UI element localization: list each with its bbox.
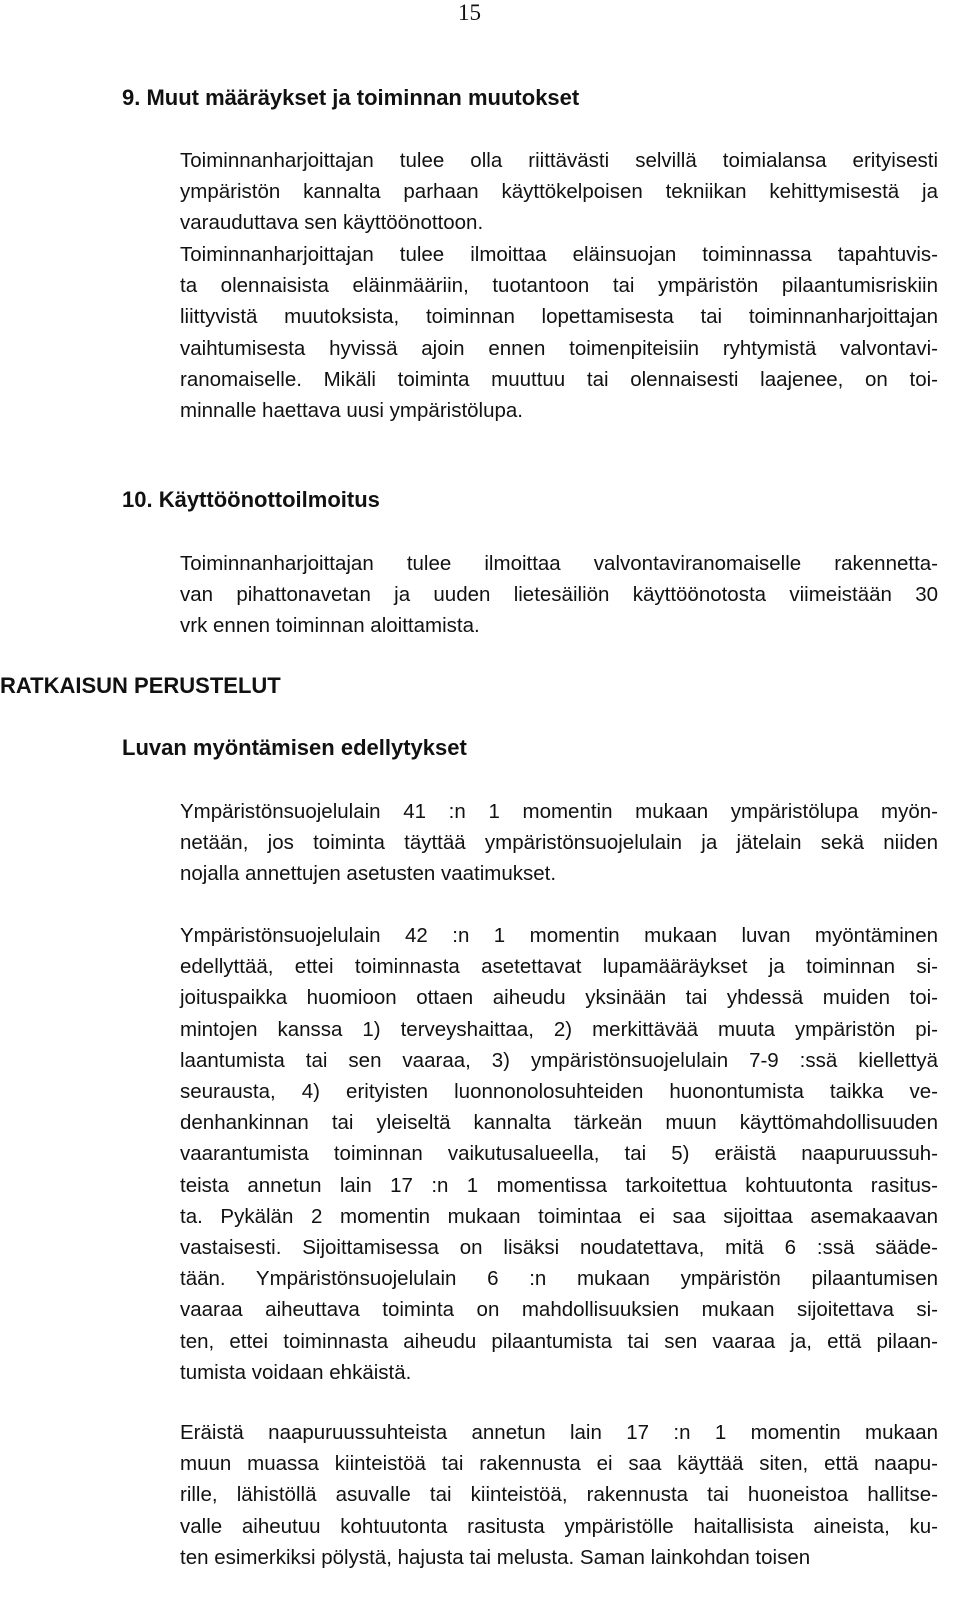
luvan-paragraph-2 — [180, 920, 938, 1388]
text-line: vaarantumista toiminnan vaikutusalueella, tai 5) eräistä naapuruussuh- — [180, 1142, 938, 1166]
text-line: muun muassa kiinteistöä tai rakennusta ei saa käyttää siten, että naapu- — [180, 1452, 938, 1476]
text-line: Toiminnanharjoittajan tulee ilmoittaa valvontaviranomaiselle rakennetta- — [180, 552, 938, 575]
text-line: netään, jos toiminta täyttää ympäristönsuojelulain ja jätelain sekä niiden — [180, 831, 938, 855]
text-line: ten, ettei toiminnasta aiheudu pilaantumista tai sen vaaraa ja, että pilaan- — [180, 1329, 938, 1353]
text-line: valle aiheutuu kohtuutonta rasitusta ympäristölle haitallisista aineista, ku- — [180, 1514, 938, 1538]
section-9-paragraph-1 — [180, 145, 938, 239]
luvan-paragraph-1 — [180, 796, 938, 890]
text-line: vaaraa aiheuttava toiminta on mahdollisuuksien mukaan sijoitettava si- — [180, 1298, 938, 1322]
text-line: minnalle haettava uusi ympäristölupa. — [180, 399, 523, 423]
ratkaisun-perustelut-heading: RATKAISUN PERUSTELUT — [0, 673, 281, 698]
section-10-paragraph-1 — [180, 548, 938, 642]
text-line: vrk ennen toiminnan aloittamista. — [180, 614, 480, 638]
text-line: denhankinnan tai yleiseltä kannalta tärkeän muun käyttömahdollisuuden — [180, 1111, 938, 1135]
text-line: liittyvistä muutoksista, toiminnan lopettamisesta tai toiminnanharjoittajan — [180, 305, 938, 329]
text-line: ta olennaisista eläinmääriin, tuotantoon tai ympäristön pilaantumisriskiin — [180, 274, 938, 298]
text-line: Toiminnanharjoittajan tulee olla riittävästi selvillä toimialansa erityisesti — [180, 149, 938, 172]
section-9-paragraph-2 — [180, 239, 938, 426]
text-line: teista annetun lain 17 :n 1 momentissa tarkoitettua kohtuutonta rasitus- — [180, 1173, 938, 1197]
text-line: Ympäristönsuojelulain 42 :n 1 momentin mukaan luvan myöntäminen — [180, 924, 938, 947]
luvan-paragraph-3 — [180, 1417, 938, 1573]
text-line: edellyttää, ettei toiminnasta asetettavat lupamääräykset ja toiminnan si- — [180, 955, 938, 979]
text-line: ympäristön kannalta parhaan käyttökelpoisen tekniikan kehittymisestä ja — [180, 180, 938, 204]
section-10-heading: 10. Käyttöönottoilmoitus — [122, 487, 380, 512]
text-line: tumista voidaan ehkäistä. — [180, 1360, 412, 1384]
text-line: mintojen kanssa 1) terveyshaittaa, 2) merkittävää muuta ympäristön pi- — [180, 1017, 938, 1041]
text-line: ten esimerkiksi pölystä, hajusta tai melusta. Saman lainkohdan toisen — [180, 1545, 811, 1569]
text-line: tään. Ympäristönsuojelulain 6 :n mukaan ympäristön pilaantumisen — [180, 1267, 938, 1291]
text-line: ranomaiselle. Mikäli toiminta muuttuu tai olennaisesti laajenee, on toi- — [180, 367, 938, 391]
section-9-heading: 9. Muut määräykset ja toiminnan muutokset — [122, 85, 580, 110]
text-line: nojalla annettujen asetusten vaatimukset. — [180, 862, 557, 886]
page-number: 15 — [458, 0, 481, 25]
text-line: joituspaikka huomioon ottaen aiheudu yksinään tai yhdessä muiden toi- — [180, 986, 938, 1010]
text-line: seurausta, 4) erityisten luonnonolosuhteiden huonontumista taikka ve- — [180, 1080, 938, 1104]
text-line: rille, lähistöllä asuvalle tai kiinteistöä, rakennusta tai huoneistoa hallitse- — [180, 1483, 938, 1507]
text-line: vastaisesti. Sijoittamisessa on lisäksi noudatettava, mitä 6 :ssä sääde- — [180, 1236, 938, 1260]
text-line: laantumista tai sen vaaraa, 3) ympäristönsuojelulain 7-9 :ssä kiellettyä — [180, 1048, 938, 1072]
text-line: Ympäristönsuojelulain 41 :n 1 momentin mukaan ympäristölupa myön- — [180, 800, 938, 823]
text-line: ta. Pykälän 2 momentin mukaan toimintaa ei saa sijoittaa asemakaavan — [180, 1204, 938, 1228]
text-line: Toiminnanharjoittajan tulee ilmoittaa eläinsuojan toiminnassa tapahtuvis- — [180, 243, 938, 266]
text-line: van pihattonavetan ja uuden lietesäiliön käyttöönotosta viimeistään 30 — [180, 583, 938, 607]
luvan-edellytykset-heading: Luvan myöntämisen edellytykset — [122, 735, 467, 760]
text-line: Eräistä naapuruussuhteista annetun lain 17 :n 1 momentin mukaan — [180, 1421, 938, 1444]
text-line: vaihtumisesta hyvissä ajoin ennen toimenpiteisiin ryhtymistä valvontavi- — [180, 336, 938, 360]
text-line: varauduttava sen käyttöönottoon. — [180, 211, 484, 235]
